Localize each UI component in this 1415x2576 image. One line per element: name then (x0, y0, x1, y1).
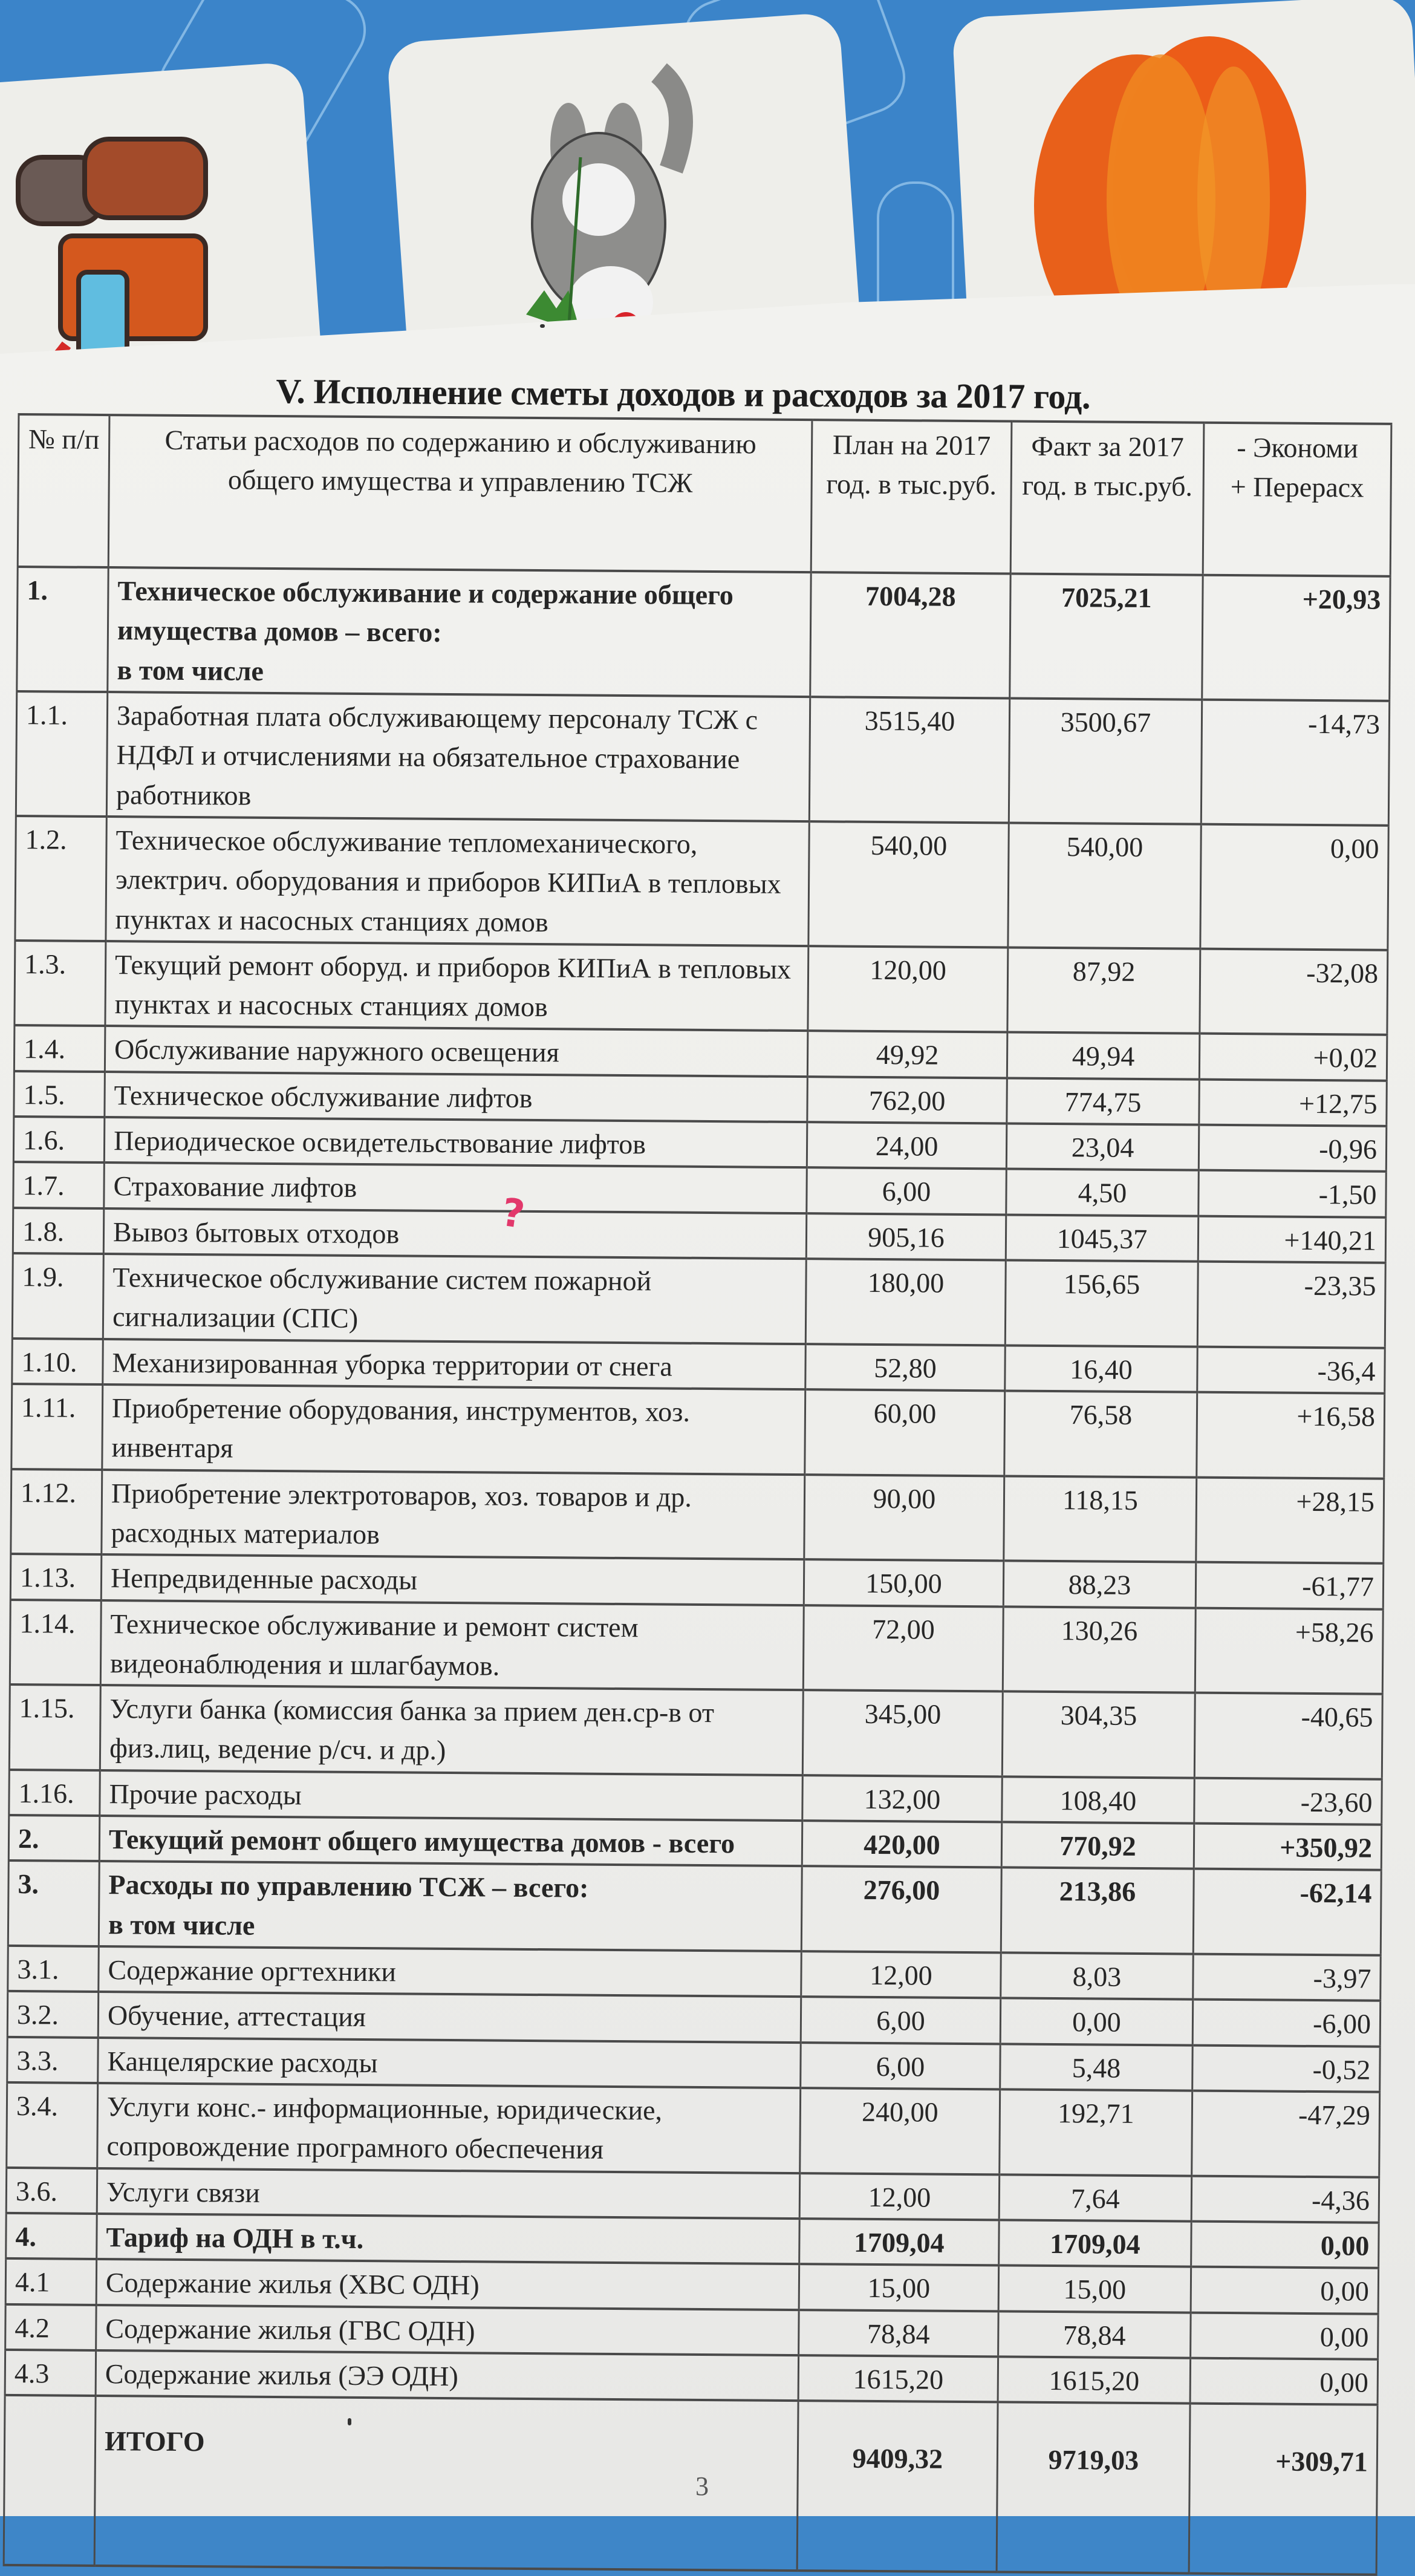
document-title: V. Исполнение сметы доходов и расходов за 2017 год. (276, 371, 1091, 417)
row-plan: 52,80 (805, 1344, 1006, 1391)
row-difference: -61,77 (1195, 1562, 1384, 1609)
row-plan: 1615,20 (798, 2355, 998, 2402)
row-difference: -0,96 (1199, 1125, 1387, 1172)
row-expense-item-label: Периодическое освидетельствование лифтов (113, 1125, 646, 1160)
row-plan: 24,00 (807, 1122, 1007, 1169)
table-row (16, 691, 1389, 826)
row-expense-item-label: Услуги связи (106, 2176, 261, 2208)
header-difference-overspend: + Перерасх (1230, 471, 1364, 503)
row-expense-item (99, 1946, 801, 1997)
row-number: 1.14. (10, 1599, 101, 1685)
row-fact: 88,23 (1003, 1561, 1196, 1608)
row-plan: 762,00 (807, 1077, 1007, 1124)
row-fact: 7,64 (999, 2174, 1192, 2222)
row-expense-item (105, 1072, 807, 1122)
row-difference: -36,4 (1197, 1346, 1385, 1393)
row-fact: 16,40 (1005, 1345, 1198, 1392)
header-number: № п/п (18, 414, 109, 567)
row-number: 1.11. (11, 1384, 103, 1470)
row-fact: 4,50 (1006, 1169, 1199, 1216)
total-difference: +309,71 (1189, 2404, 1378, 2575)
row-fact: 8,03 (1001, 1952, 1194, 2000)
row-expense-item (98, 1992, 801, 2042)
row-fact: 1709,04 (999, 2220, 1192, 2267)
row-number: 3.6. (6, 2168, 97, 2214)
row-difference: +28,15 (1196, 1477, 1384, 1564)
row-plan: 180,00 (805, 1259, 1006, 1345)
row-expense-item (99, 1861, 802, 1951)
table-row (15, 941, 1388, 1035)
row-difference: 0,00 (1191, 2221, 1379, 2268)
table-row (11, 1384, 1385, 1478)
row-expense-item-label: Механизированная уборка территории от снега (112, 1346, 672, 1382)
row-fact: 76,58 (1004, 1391, 1197, 1477)
row-expense-item (96, 2304, 799, 2355)
row-fact: 7025,21 (1010, 573, 1203, 699)
row-expense-item-label: Содержание жилья (ХВС ОДН) (105, 2267, 480, 2301)
row-number: 4.1 (5, 2258, 97, 2304)
row-difference: -6,00 (1192, 2000, 1381, 2046)
row-difference: -62,14 (1193, 1869, 1381, 1955)
table-row (9, 1684, 1382, 1779)
row-number: 1.1. (16, 691, 107, 817)
table-header-row (18, 414, 1391, 576)
row-fact: 192,71 (1000, 2089, 1192, 2176)
row-difference: +20,93 (1202, 575, 1390, 701)
row-expense-item-label: Приобретение электротоваров, хоз. товаров и др. расходных материалов (111, 1477, 692, 1550)
row-expense-item (96, 2259, 799, 2309)
row-number: 4. (6, 2213, 97, 2259)
row-number: 3.2. (7, 1991, 99, 2037)
row-fact: 774,75 (1007, 1078, 1200, 1125)
row-expense-item-label: Приобретение оборудования, инструментов, хоз. инвентаря (111, 1392, 691, 1464)
row-expense-item-label: Расходы по управлению ТСЖ – всего: (108, 1869, 589, 1904)
row-plan: 7004,28 (810, 572, 1010, 698)
row-expense-item (105, 941, 808, 1031)
row-plan: 3515,40 (809, 697, 1009, 823)
row-expense-item (96, 2350, 798, 2401)
row-expense-item-label: Услуги конс.- информационные, юридические, сопровождение програмного обеспечения (106, 2091, 663, 2165)
row-expense-item (101, 1554, 804, 1605)
row-expense-item-label: Техническое обслуживание лифтов (114, 1079, 533, 1114)
row-number: 1.16. (9, 1770, 100, 1816)
row-expense-item (104, 1162, 807, 1213)
header-fact: Факт за 2017 год. в тыс.руб. (1010, 421, 1204, 575)
row-expense-item (100, 1770, 802, 1821)
row-expense-item-label: Тариф на ОДН в т.ч. (106, 2221, 364, 2254)
row-plan: 6,00 (801, 2043, 1001, 2090)
row-number: 3.3. (7, 2037, 99, 2083)
total-plan: 9409,32 (797, 2401, 998, 2572)
row-expense-item-label: Вывоз бытовых отходов (112, 1216, 400, 1250)
header-difference (1203, 423, 1391, 576)
table-row (15, 816, 1388, 950)
row-plan: 1709,04 (799, 2219, 1000, 2266)
row-fact: 3500,67 (1009, 698, 1202, 824)
row-number: 1.13. (10, 1554, 102, 1600)
row-fact: 770,92 (1001, 1822, 1194, 1869)
row-plan: 49,92 (807, 1031, 1007, 1078)
row-plan: 905,16 (806, 1213, 1006, 1260)
handwritten-question-mark: ? (499, 1190, 528, 1238)
row-difference: 0,00 (1200, 824, 1388, 950)
row-plan: 12,00 (799, 2173, 1000, 2220)
row-number: 1.2. (15, 816, 106, 941)
row-expense-item-label: Текущий ремонт общего имущества домов - всего (108, 1824, 735, 1859)
row-expense-item (106, 817, 809, 946)
header-expense-item: Статьи расходов по содержанию и обслуживанию общего имущества и управлению ТСЖ (108, 415, 812, 572)
row-expense-item (100, 1600, 804, 1691)
ink-dot (348, 2418, 351, 2425)
row-number: 3.4. (7, 2082, 98, 2168)
row-number: 1.9. (12, 1253, 103, 1339)
row-difference: 0,00 (1191, 2267, 1379, 2314)
row-fact: 118,15 (1004, 1476, 1197, 1562)
row-number: 1.3. (15, 941, 106, 1026)
row-fact: 156,65 (1005, 1260, 1198, 1346)
row-plan: 78,84 (799, 2310, 999, 2357)
row-expense-item (103, 1208, 806, 1259)
row-expense-item (103, 1254, 806, 1344)
row-expense-item-label: Заработная плата обслуживающему персоналу ТСЖ с НДФЛ и отчислениями на обязательное страхование работников (115, 700, 758, 811)
row-expense-item-label: Непредвиденные расходы (110, 1562, 418, 1596)
row-plan: 72,00 (803, 1605, 1003, 1692)
header-difference-savings: - Экономи (1237, 432, 1359, 464)
ink-dot (540, 324, 545, 328)
document (3, 369, 1391, 2576)
row-expense-item (106, 692, 810, 821)
row-expense-item-label: Обслуживание наружного освещения (114, 1034, 559, 1068)
row-number: 4.2 (5, 2304, 97, 2350)
total-number (4, 2395, 96, 2566)
row-number: 3. (8, 1860, 99, 1946)
row-expense-item (97, 2168, 799, 2219)
table-row (17, 567, 1390, 701)
row-expense-item-label: Канцелярские расходы (107, 2045, 378, 2078)
row-expense-item (100, 1685, 803, 1775)
row-difference: -0,52 (1192, 2045, 1381, 2092)
row-plan: 345,00 (802, 1690, 1003, 1776)
row-expense-item (102, 1384, 805, 1475)
row-expense-item (103, 1339, 805, 1389)
row-expense-item-label: Техническое обслуживание систем пожарной сигнализации (СПС) (112, 1262, 652, 1334)
row-difference: -4,36 (1191, 2176, 1379, 2222)
row-expense-item (105, 1026, 807, 1076)
row-expense-item-label: Содержание жилья (ЭЭ ОДН) (105, 2358, 458, 2392)
row-difference: +58,26 (1195, 1608, 1383, 1694)
row-plan: 276,00 (801, 1866, 1001, 1952)
row-expense-item (97, 2083, 801, 2173)
row-plan: 540,00 (808, 821, 1009, 947)
row-expense-item (104, 1117, 807, 1167)
row-expense-item (99, 1816, 802, 1866)
row-plan: 90,00 (804, 1475, 1004, 1561)
row-difference: -23,60 (1194, 1778, 1382, 1824)
row-expense-item-label: Содержание жилья (ГВС ОДН) (105, 2312, 475, 2346)
row-difference: +350,92 (1194, 1824, 1382, 1870)
row-expense-item-label: Содержание оргтехники (108, 1954, 397, 1987)
row-difference: +0,02 (1199, 1034, 1387, 1080)
row-difference: +16,58 (1197, 1392, 1385, 1479)
row-difference: 0,00 (1191, 2312, 1379, 2359)
row-fact: 304,35 (1002, 1692, 1195, 1778)
header-plan: План на 2017 год. в тыс.руб. (811, 420, 1012, 573)
row-fact: 108,40 (1002, 1776, 1195, 1824)
row-plan: 420,00 (802, 1821, 1002, 1868)
row-fact: 1615,20 (998, 2356, 1191, 2404)
row-plan: 60,00 (805, 1389, 1005, 1476)
row-difference: +12,75 (1199, 1079, 1387, 1126)
row-fact: 0,00 (1000, 1998, 1193, 2046)
total-label: ИТОГО (94, 2396, 798, 2571)
row-difference: -23,35 (1197, 1262, 1385, 1348)
row-expense-item-label: Техническое обслуживание и содержание общего имущества домов – всего: (117, 575, 734, 648)
table-row (7, 2082, 1380, 2177)
row-fact: 540,00 (1008, 823, 1201, 948)
row-number: 1.10. (12, 1339, 103, 1384)
row-difference: -3,97 (1193, 1954, 1381, 2001)
row-expense-item-label: Услуги банка (комиссия банка за прием ден.ср-в от физ.лиц, ведение р/сч. и др.) (109, 1693, 715, 1766)
row-expense-item-label: Техническое обслуживание тепломеханического, электрич. оборудования и приборов КИПиА в тепловых пунктах и насосных станциях домов (115, 824, 781, 937)
table-row (10, 1599, 1383, 1694)
row-expense-item-label: Обучение, аттестация (107, 2000, 366, 2033)
row-number: 2. (8, 1815, 100, 1861)
row-expense-item-label: Страхование лифтов (113, 1170, 357, 1204)
row-expense-item (98, 2038, 801, 2088)
row-expense-item-label: Прочие расходы (109, 1778, 302, 1811)
row-fact: 49,94 (1007, 1032, 1200, 1080)
row-difference: -32,08 (1200, 948, 1388, 1035)
row-fact: 78,84 (998, 2311, 1191, 2358)
row-number: 1.6. (13, 1117, 105, 1162)
row-including-note: в том числе (108, 1908, 255, 1941)
row-number: 1.12. (11, 1469, 102, 1555)
row-number: 3.1. (8, 1946, 99, 1992)
row-difference: -1,50 (1199, 1170, 1387, 1217)
table-row (11, 1469, 1384, 1564)
row-expense-item (108, 567, 811, 697)
row-plan: 12,00 (801, 1951, 1001, 1998)
row-number: 1.7. (13, 1162, 105, 1208)
page-number: 3 (695, 2471, 709, 2501)
row-difference: -14,73 (1201, 700, 1389, 826)
row-number: 4.3 (5, 2350, 96, 2396)
row-difference: +140,21 (1198, 1216, 1386, 1262)
row-number: 1.5. (14, 1071, 105, 1117)
row-difference: -47,29 (1192, 2091, 1380, 2177)
table-row (8, 1860, 1381, 1955)
row-expense-item-label: Текущий ремонт оборуд. и приборов КИПиА в тепловых пунктах и насосных станциях домов (114, 948, 792, 1023)
row-difference: -40,65 (1194, 1693, 1382, 1779)
row-fact: 130,26 (1003, 1606, 1195, 1693)
total-row (4, 2395, 1378, 2575)
row-number: 1. (17, 567, 108, 692)
row-plan: 240,00 (800, 2088, 1000, 2174)
total-fact: 9719,03 (997, 2402, 1190, 2574)
row-number: 1.8. (13, 1208, 104, 1254)
row-plan: 15,00 (799, 2264, 999, 2311)
row-including-note: в том числе (117, 654, 264, 686)
row-fact: 87,92 (1007, 947, 1200, 1034)
row-fact: 213,86 (1001, 1868, 1194, 1954)
binoculars-illustration-icon (12, 115, 266, 375)
row-plan: 132,00 (802, 1775, 1003, 1822)
budget-table (3, 413, 1393, 2576)
row-number: 1.4. (14, 1025, 105, 1071)
row-expense-item (102, 1470, 805, 1560)
row-plan: 150,00 (804, 1559, 1004, 1606)
row-fact: 15,00 (998, 2266, 1191, 2313)
rabbit-illustration-icon (478, 48, 780, 339)
table-row (12, 1253, 1385, 1348)
row-plan: 120,00 (808, 946, 1008, 1032)
row-difference: 0,00 (1190, 2358, 1378, 2404)
row-fact: 5,48 (1000, 2044, 1193, 2091)
row-fact: 23,04 (1006, 1124, 1199, 1171)
row-number: 1.15. (9, 1684, 100, 1770)
row-expense-item (97, 2214, 799, 2264)
row-fact: 1045,37 (1006, 1215, 1199, 1262)
row-plan: 6,00 (807, 1168, 1007, 1215)
row-plan: 6,00 (801, 1997, 1001, 2044)
row-expense-item-label: Техническое обслуживание и ремонт систем видеонаблюдения и шлагбаумов. (109, 1608, 639, 1681)
